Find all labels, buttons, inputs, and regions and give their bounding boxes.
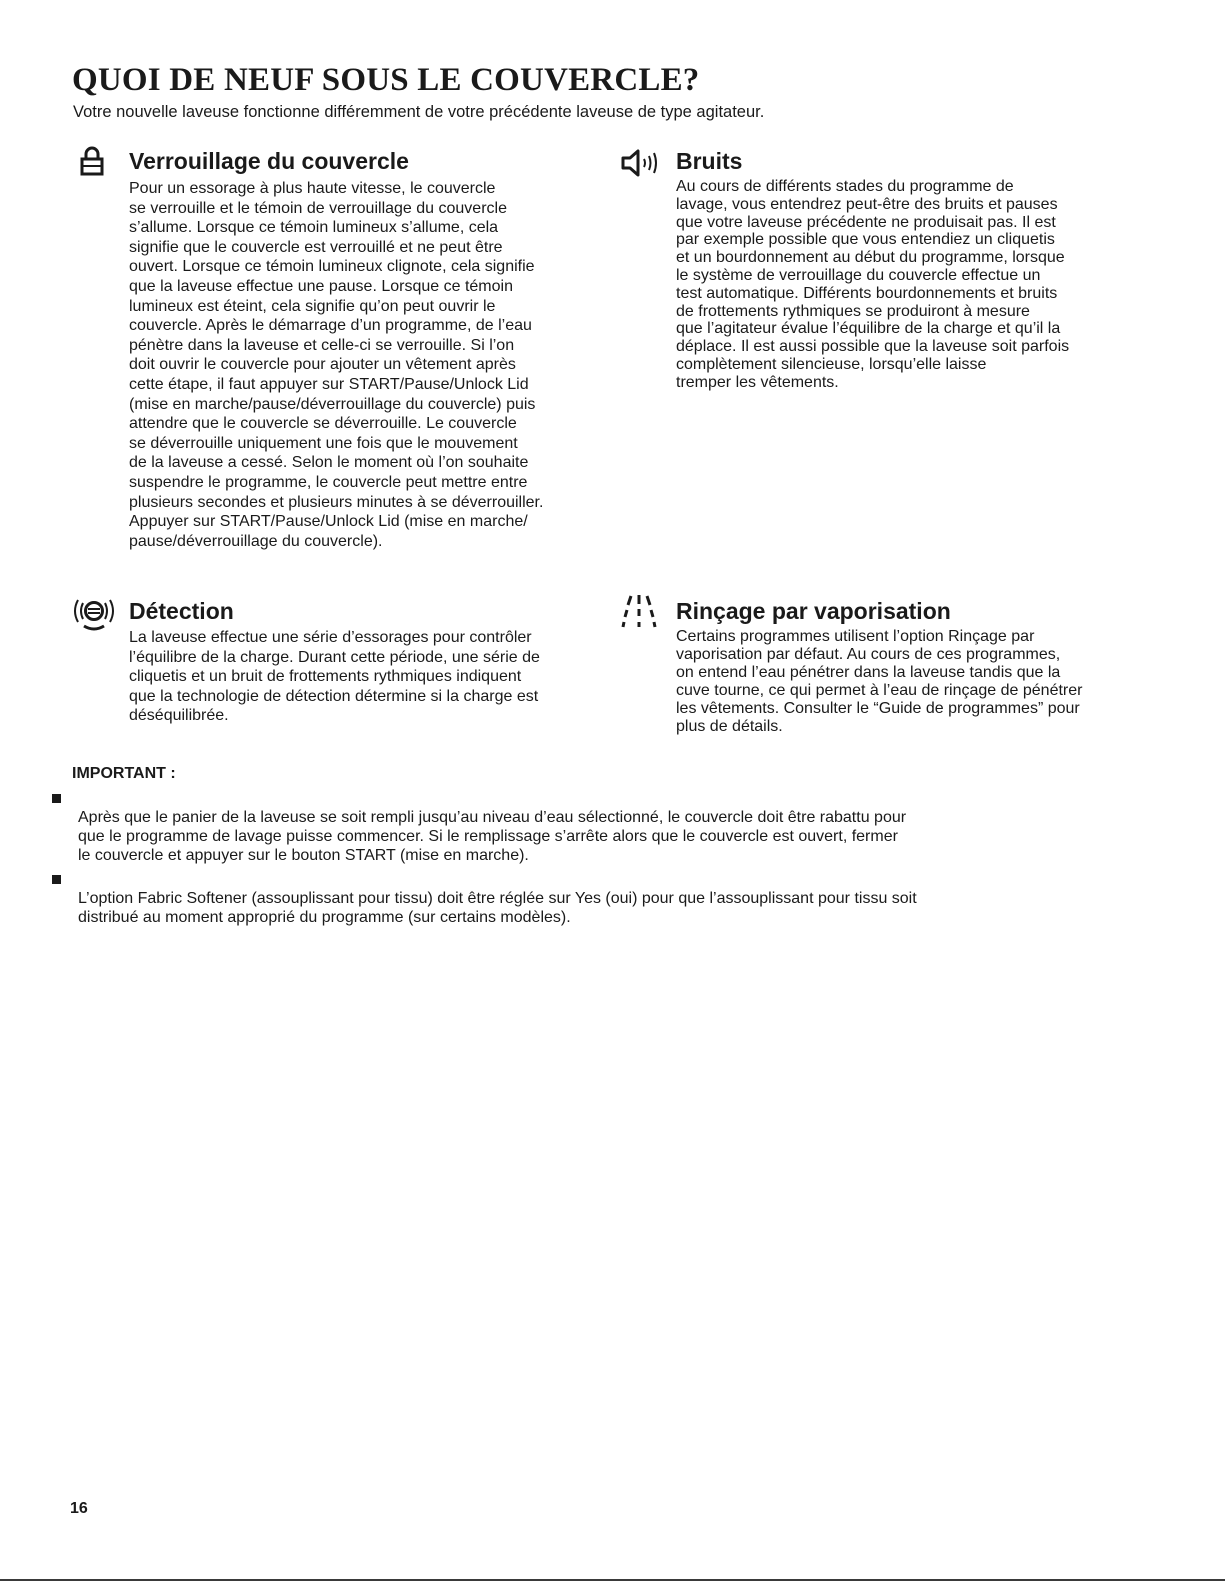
page-subtitle: Votre nouvelle laveuse fonctionne différemment de votre précédente laveuse de type agitateur. [73,103,765,121]
section-heading: Bruits [676,148,743,174]
section-heading: Rinçage par vaporisation [676,598,951,624]
list-item [52,870,1152,927]
section-heading: Verrouillage du couvercle [129,148,409,174]
list-item [52,789,1152,865]
important-heading: IMPORTANT : [72,765,176,782]
bottom-rule [0,1579,1225,1581]
page-title: QUOI DE NEUF SOUS LE COUVERCLE? [72,62,700,98]
square-bullet-icon [52,794,61,803]
spray-rinse-icon [619,592,659,632]
section-body: La laveuse effectue une série d’essorages pour contrôler l’équilibre de la charge. Durant cette période, une série de cliquetis et un bruit de frottements rythmiques indiquent que la technologie de détection détermine si la charge est déséquilibrée. [129,629,540,725]
important-notes [72,765,1152,932]
section-body: Pour un essorage à plus haute vitesse, le couvercle se verrouille et le témoin de verrouillage du couvercle s’allume. Lorsque ce témoin lumineux s’allume, cela signifie que le couvercle est verrouillé et ne peut être ouvert. Lorsque ce témoin lumineux clignote, cela signifie que la laveuse effectue une pause. Lorsque ce témoin lumineux est éteint, cela signifie qu’on peut ouvrir le couvercle. Après le démarrage d’un programme, de l’eau pénètre dans la laveuse et celle-ci se verrouille. Si l’on doit ouvrir le couvercle pour ajouter un vêtement après cette étape, il faut appuyer sur START/Pause/Unlock Lid (mise en marche/pause/déverrouillage du couvercle) puis attendre que le couvercle se déverrouille. Le couvercle se déverrouille uniquement une fois que le mouvement de la laveuse a cessé. Selon le moment où l’on souhaite suspendre le programme, le couvercle peut mettre entre plusieurs secondes et plusieurs minutes à se déverrouiller. Appuyer sur START/Pause/Unlock Lid (mise en marche/ pause/déverrouillage du couvercle). [129,180,544,550]
list-item-text: Après que le panier de la laveuse se soit rempli jusqu’au niveau d’eau sélectionné, le couvercle doit être rabattu pour que le programme de lavage puisse commencer. Si le remplissage s’arrête alors que le couvercle est ouvert, fermer le couvercle et appuyer sur le bouton START (mise en marche). [78,809,907,864]
important-list [72,789,1152,927]
load-sensing-icon [70,594,118,634]
section-heading: Détection [129,598,234,624]
speaker-icon [620,148,664,178]
list-item-text: L’option Fabric Softener (assouplissant pour tissu) doit être réglée sur Yes (oui) pour que l’assouplissant pour tissu soit distribué au moment approprié du programme (sur certains modèles). [78,890,917,926]
section-body: Certains programmes utilisent l’option Rinçage par vaporisation par défaut. Au cours de ces programmes, on entend l’eau pénétrer dans la laveuse tandis que la cuve tourne, ce qui permet à l’eau de rinçage de pénétrer les vêtements. Consulter le “Guide de programmes” pour plus de détails. [676,628,1083,735]
page-number: 16 [70,1500,88,1517]
section-body: Au cours de différents stades du programme de lavage, vous entendrez peut-être des bruits et pauses que votre laveuse précédente ne produisait pas. Il est par exemple possible que vous entendiez un cliquetis et un bourdonnement au début du programme, lorsque le système de verrouillage du couvercle effectue un test automatique. Différents bourdonnements et bruits de frottements rythmiques se produiront à mesure que l’agitateur évalue l’équilibre de la charge et qu’il la déplace. Il est aussi possible que la laveuse soit parfois complètement silencieuse, lorsqu’elle laisse tremper les vêtements. [676,178,1070,391]
lock-icon [80,146,104,176]
square-bullet-icon [52,875,61,884]
